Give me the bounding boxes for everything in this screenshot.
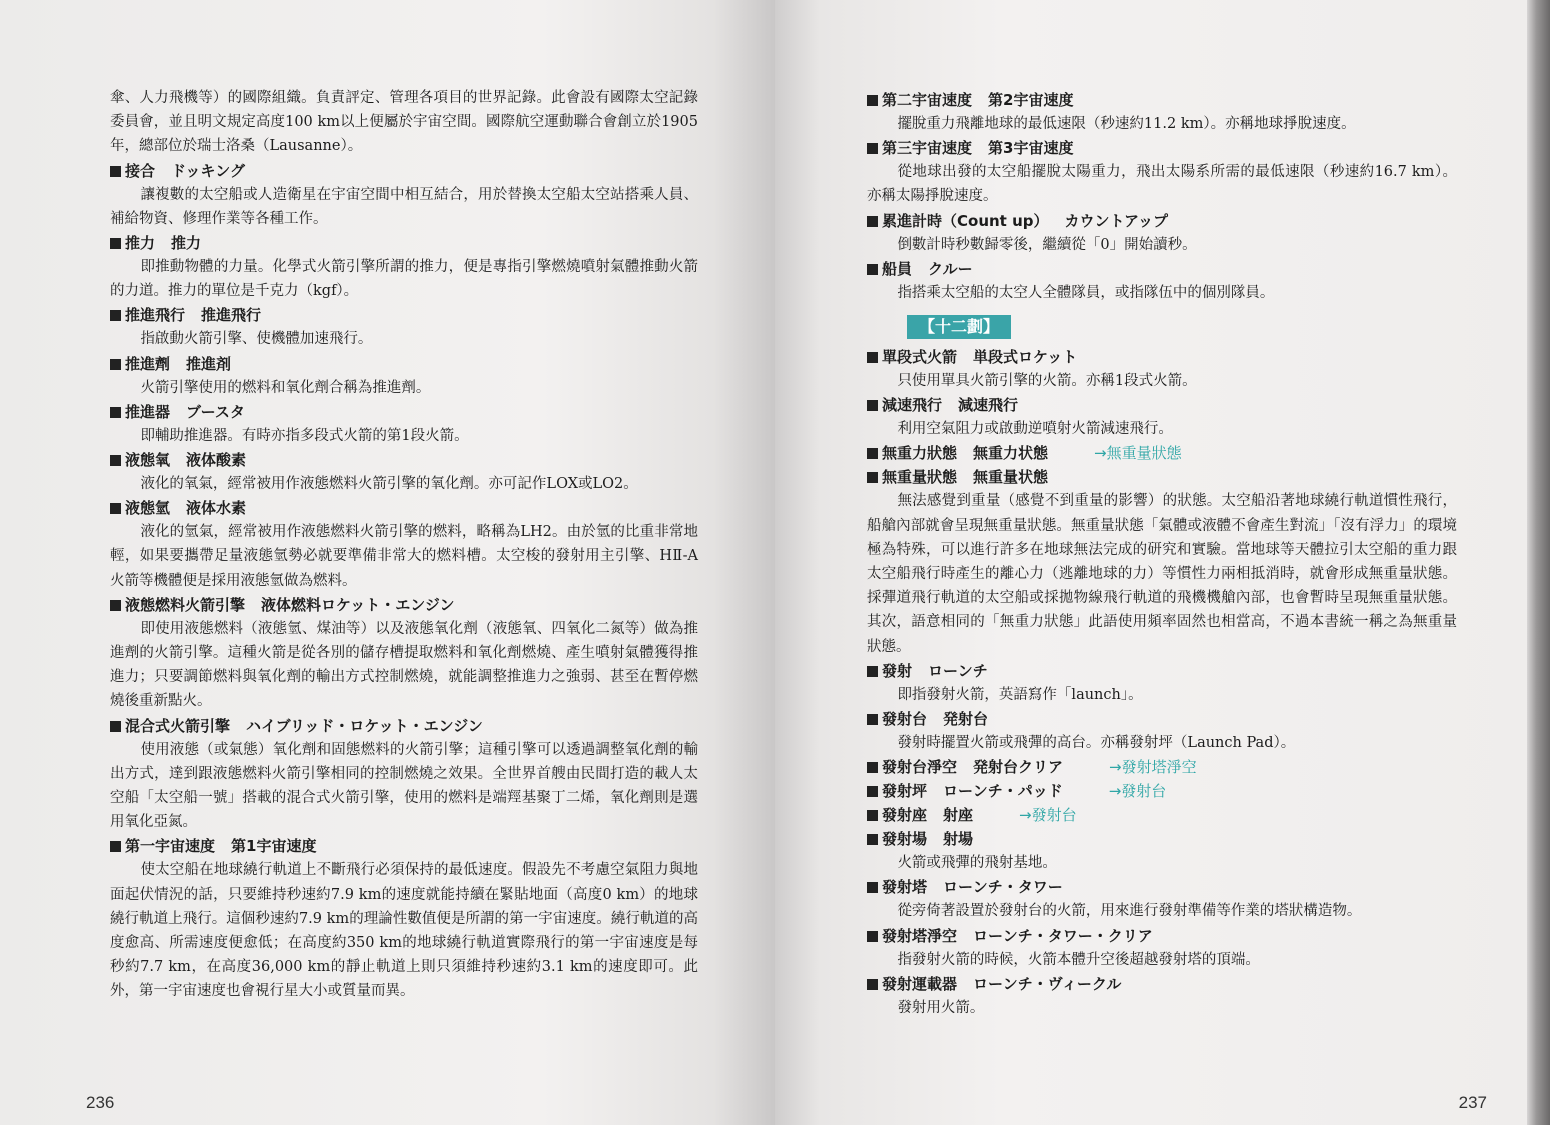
term-japanese: 単段式ロケット bbox=[973, 348, 1078, 367]
term-japanese: 無重量状態 bbox=[973, 468, 1049, 487]
term-chinese: 無重量狀態 bbox=[882, 468, 958, 487]
square-bullet-icon bbox=[110, 600, 121, 611]
term-chinese: 發射運載器 bbox=[882, 974, 958, 993]
term-chinese: 船員 bbox=[882, 259, 913, 278]
entry-heading bbox=[867, 465, 1457, 489]
term-chinese: 第一宇宙速度 bbox=[125, 837, 216, 856]
term-chinese: 單段式火箭 bbox=[882, 348, 958, 367]
cross-reference: →發射台 bbox=[1108, 782, 1167, 801]
glossary-entry bbox=[867, 803, 1457, 827]
glossary-entry bbox=[867, 393, 1457, 441]
square-bullet-icon bbox=[867, 810, 878, 821]
cross-reference: →發射台 bbox=[1019, 806, 1077, 825]
square-bullet-icon bbox=[867, 979, 878, 990]
right-entry-list-before bbox=[867, 88, 1457, 305]
square-bullet-icon bbox=[110, 721, 121, 732]
square-bullet-icon bbox=[867, 786, 878, 797]
definition-text: 火箭或飛彈的飛射基地。 bbox=[897, 855, 1057, 872]
glossary-entry bbox=[867, 827, 1457, 875]
term-chinese: 發射坪 bbox=[882, 782, 928, 801]
term-chinese: 第二宇宙速度 bbox=[882, 91, 973, 109]
term-chinese: 無重力狀態 bbox=[882, 444, 958, 463]
definition-text: 只使用單具火箭引擎的火箭。亦稱1段式火箭。 bbox=[897, 373, 1197, 390]
entry-heading bbox=[110, 352, 698, 376]
entry-heading bbox=[867, 88, 1457, 112]
definition-text: 使用液態（或氣態）氧化劑和固態燃料的火箭引擎；這種引擎可以透過調整氧化劑的輸出方式，達到跟液態燃料火箭引擎相同的控制燃燒之效果。全世界首艘由民間打造的載人太空船「太空船一號」搭載的混合式火箭引擎，使用的燃料是端羥基聚丁二烯，氧化劑則是選用氧化亞氮。 bbox=[110, 741, 698, 831]
definition-text: 讓複數的太空船或人造衛星在宇宙空間中相互結合，用於替換太空船太空站搭乘人員、補給物資、修理作業等各種工作。 bbox=[110, 186, 698, 227]
square-bullet-icon bbox=[110, 503, 121, 514]
definition-text: 液化的氧氣，經常被用作液態燃料火箭引擎的氧化劑。亦可記作LOX或LO2。 bbox=[140, 476, 638, 493]
definition-text: 從旁倚著設置於發射台的火箭，用來進行發射準備等作業的塔狀構造物。 bbox=[897, 903, 1362, 920]
term-chinese: 推進器 bbox=[125, 402, 171, 421]
definition-text: 發射時擺置火箭或飛彈的高台。亦稱發射坪（Launch Pad）。 bbox=[897, 735, 1296, 752]
left-entry-list bbox=[110, 159, 698, 1004]
entry-heading bbox=[867, 779, 1457, 803]
entry-heading bbox=[867, 441, 1457, 465]
glossary-entry bbox=[867, 659, 1457, 707]
entry-heading bbox=[867, 755, 1457, 779]
glossary-entry bbox=[867, 755, 1457, 779]
glossary-entry bbox=[867, 345, 1457, 393]
glossary-entry bbox=[110, 303, 698, 351]
entry-heading bbox=[867, 257, 1457, 281]
section-heading: 【十二劃】 bbox=[907, 315, 1011, 339]
entry-heading bbox=[110, 400, 698, 424]
square-bullet-icon bbox=[110, 310, 121, 321]
term-japanese: ローンチ・パッド bbox=[943, 782, 1063, 801]
term-japanese: 無重力状態 bbox=[973, 444, 1049, 463]
term-chinese: 液態氧 bbox=[125, 451, 171, 470]
term-japanese: 推進剤 bbox=[186, 354, 232, 373]
square-bullet-icon bbox=[110, 238, 121, 249]
term-chinese: 推力 bbox=[125, 234, 156, 253]
square-bullet-icon bbox=[867, 666, 878, 677]
square-bullet-icon bbox=[867, 472, 878, 483]
page-number-right: 237 bbox=[1458, 1093, 1487, 1112]
term-japanese: ハイブリッド・ロケット・エンジン bbox=[246, 716, 483, 735]
term-japanese: ローンチ・ヴィークル bbox=[973, 974, 1122, 993]
term-japanese: 射座 bbox=[943, 806, 974, 825]
glossary-entry bbox=[867, 441, 1457, 465]
term-japanese: 減速飛行 bbox=[958, 396, 1019, 415]
page-edge-shadow bbox=[1527, 0, 1550, 1125]
term-japanese: 第1宇宙速度 bbox=[231, 837, 317, 856]
entry-heading bbox=[867, 875, 1457, 899]
definition-text: 利用空氣阻力或啟動逆噴射火箭減速飛行。 bbox=[897, 421, 1173, 438]
term-chinese: 發射台淨空 bbox=[882, 758, 958, 777]
entry-heading bbox=[867, 393, 1457, 417]
definition-text: 即輔助推進器。有時亦指多段式火箭的第1段火箭。 bbox=[140, 427, 469, 444]
definition-text: 即指發射火箭，英語寫作「launch」。 bbox=[897, 686, 1143, 703]
right-entry-list-after bbox=[867, 345, 1457, 1020]
glossary-entry bbox=[110, 159, 698, 231]
term-chinese: 混合式火箭引擎 bbox=[125, 716, 231, 735]
cross-reference: →無重量狀態 bbox=[1094, 444, 1182, 463]
entry-heading bbox=[110, 593, 698, 617]
glossary-entry bbox=[867, 465, 1457, 658]
entry-heading bbox=[867, 924, 1457, 948]
entry-heading bbox=[867, 803, 1457, 827]
glossary-entry bbox=[110, 496, 698, 593]
glossary-entry bbox=[110, 400, 698, 448]
entry-heading bbox=[867, 136, 1457, 160]
entry-heading bbox=[867, 972, 1457, 996]
entry-heading bbox=[110, 496, 698, 520]
definition-text: 從地球出發的太空船擺脫太陽重力，飛出太陽系所需的最低速限（秒速約16.7 km）。亦稱太陽掙脫速度。 bbox=[867, 164, 1457, 205]
definition-text: 指啟動火箭引擎、使機體加速飛行。 bbox=[140, 331, 373, 348]
intro-paragraph: 傘、人力飛機等）的國際組織。負責評定、管理各項目的世界記錄。此會設有國際太空記錄委員會，並且明文規定高度100 km以上便屬於宇宙空間。國際航空運動聯合會創立於1905年，總部位於瑞士洛桑（Lausanne）。 bbox=[110, 90, 698, 155]
term-chinese: 減速飛行 bbox=[882, 396, 943, 415]
term-chinese: 推進飛行 bbox=[125, 306, 186, 325]
definition-text: 發射用火箭。 bbox=[897, 999, 985, 1016]
square-bullet-icon bbox=[867, 264, 878, 275]
term-japanese: 第3宇宙速度 bbox=[988, 139, 1074, 158]
square-bullet-icon bbox=[867, 762, 878, 773]
right-page bbox=[775, 0, 1527, 1125]
term-japanese: ローンチ bbox=[928, 661, 988, 680]
term-chinese: 發射座 bbox=[882, 806, 928, 825]
glossary-entry bbox=[867, 875, 1457, 923]
term-chinese: 第三宇宙速度 bbox=[882, 139, 973, 158]
square-bullet-icon bbox=[867, 352, 878, 363]
definition-text: 指發射火箭的時候，火箭本體升空後超越發射塔的頂端。 bbox=[897, 951, 1260, 968]
term-chinese: 發射台 bbox=[882, 710, 928, 729]
entry-heading bbox=[867, 827, 1457, 851]
left-text-column bbox=[110, 86, 698, 1004]
definition-text: 指搭乘太空船的太空人全體隊員，或指隊伍中的個別隊員。 bbox=[897, 284, 1275, 301]
glossary-entry bbox=[867, 707, 1457, 755]
square-bullet-icon bbox=[110, 166, 121, 177]
page-number-left: 236 bbox=[86, 1093, 115, 1112]
square-bullet-icon bbox=[867, 931, 878, 942]
definition-text: 即使用液態燃料（液態氫、煤油等）以及液態氧化劑（液態氧、四氧化二氮等）做為推進劑的火箭引擎。這種火箭是從各別的儲存槽提取燃料和氧化劑燃燒、產生噴射氣體獲得推進力；只要調節燃料與氧化劑的輸出方式控制燃燒，就能調整推進力之強弱、甚至在暫停燃燒後重新點火。 bbox=[110, 620, 698, 710]
definition-text: 使太空船在地球繞行軌道上不斷飛行必須保持的最低速度。假設先不考慮空氣阻力與地面起伏情況的話，只要維持秒速約7.9 km的速度就能持續在緊貼地面（高度0 km）的地球繞行軌道上飛行。這個秒速約7.9 km的理論性數值便是所謂的第一宇宙速度。繞行軌道的高度愈高、所需速度便愈低；在高度約350 km的地球繞行軌道實際飛行的第一宇宙速度是每秒約7.7 km，在高度36,000 km的靜止軌道上則只須維持秒速約3.1 km的速度即可。此外，第一宇宙速度也會視行星大小或質量而異。 bbox=[110, 862, 698, 1000]
entry-heading bbox=[110, 303, 698, 327]
term-chinese: 液態氫 bbox=[125, 499, 171, 518]
entry-heading bbox=[110, 159, 698, 183]
definition-text: 倒數計時秒數歸零後，繼續從「0」開始讀秒。 bbox=[897, 236, 1197, 253]
term-japanese: ドッキング bbox=[171, 161, 245, 180]
term-japanese: ローンチ・タワー・クリア bbox=[973, 926, 1153, 945]
definition-text: 液化的氫氣，經常被用作液態燃料火箭引擎的燃料，略稱為LH2。由於氫的比重非常地輕，如果要攜帶足量液態氫勢必就要準備非常大的燃料槽。太空梭的發射用主引擎、HⅡ-A火箭等機體便是採用液態氫做為燃料。 bbox=[110, 524, 698, 589]
glossary-entry bbox=[867, 257, 1457, 305]
term-japanese: 推力 bbox=[171, 234, 202, 253]
glossary-entry bbox=[110, 352, 698, 400]
square-bullet-icon bbox=[867, 834, 878, 845]
term-japanese: 発射台 bbox=[943, 710, 989, 729]
entry-heading bbox=[110, 834, 698, 858]
square-bullet-icon bbox=[867, 448, 878, 459]
glossary-entry bbox=[110, 231, 698, 303]
entry-heading bbox=[867, 345, 1457, 369]
square-bullet-icon bbox=[110, 841, 121, 852]
entry-heading bbox=[110, 231, 698, 255]
term-japanese: 射場 bbox=[943, 830, 974, 849]
entry-heading bbox=[867, 659, 1457, 683]
term-japanese: カウントアップ bbox=[1064, 211, 1168, 230]
term-chinese: 發射塔淨空 bbox=[882, 926, 958, 945]
term-chinese: 發射場 bbox=[882, 830, 928, 849]
square-bullet-icon bbox=[867, 95, 878, 106]
glossary-entry bbox=[867, 209, 1457, 257]
square-bullet-icon bbox=[867, 714, 878, 725]
term-japanese: ローンチ・タワー bbox=[943, 878, 1063, 897]
term-chinese: 累進計時（Count up） bbox=[882, 211, 1049, 230]
square-bullet-icon bbox=[867, 400, 878, 411]
square-bullet-icon bbox=[110, 455, 121, 466]
glossary-entry bbox=[867, 136, 1457, 208]
glossary-entry bbox=[867, 924, 1457, 972]
term-japanese: ブースタ bbox=[186, 402, 245, 421]
term-chinese: 發射 bbox=[882, 661, 913, 680]
term-chinese: 液態燃料火箭引擎 bbox=[125, 595, 246, 614]
term-japanese: 発射台クリア bbox=[973, 758, 1064, 777]
glossary-entry bbox=[867, 779, 1457, 803]
square-bullet-icon bbox=[110, 359, 121, 370]
right-text-column bbox=[867, 88, 1457, 1020]
glossary-entry bbox=[110, 834, 698, 1003]
definition-text: 火箭引擎使用的燃料和氧化劑合稱為推進劑。 bbox=[140, 379, 431, 396]
term-japanese: 液体燃料ロケット・エンジン bbox=[261, 595, 455, 614]
entry-heading bbox=[867, 707, 1457, 731]
term-japanese: 液体水素 bbox=[186, 499, 247, 518]
glossary-entry bbox=[867, 972, 1457, 1020]
definition-text: 即推動物體的力量。化學式火箭引擎所謂的推力，便是專指引擎燃燒噴射氣體推動火箭的力道。推力的單位是千克力（kgf）。 bbox=[110, 259, 698, 300]
term-japanese: 第2宇宙速度 bbox=[988, 91, 1074, 109]
term-chinese: 發射塔 bbox=[882, 878, 928, 897]
entry-heading bbox=[110, 448, 698, 472]
term-chinese: 接合 bbox=[125, 161, 156, 180]
square-bullet-icon bbox=[110, 407, 121, 418]
entry-heading bbox=[110, 714, 698, 738]
term-japanese: クルー bbox=[928, 259, 973, 278]
term-japanese: 液体酸素 bbox=[186, 451, 247, 470]
entry-heading bbox=[867, 209, 1457, 233]
definition-text: 無法感覺到重量（感覺不到重量的影響）的狀態。太空船沿著地球繞行軌道慣性飛行，船艙內部就會呈現無重量狀態。無重量狀態「氣體或液體不會產生對流」「沒有浮力」的環境極為特殊，可以進行許多在地球無法完成的研究和實驗。當地球等天體拉引太空船的重力跟太空船飛行時產生的離心力（逃離地球的力）等慣性力兩相抵消時，就會形成無重量狀態。採彈道飛行軌道的太空船或採拋物線飛行軌道的飛機機艙內部，也會暫時呈現無重量狀態。其次，語意相同的「無重力狀態」此語使用頻率固然也相當高，不過本書統一稱之為無重量狀態。 bbox=[867, 493, 1457, 655]
term-chinese: 推進劑 bbox=[125, 354, 171, 373]
glossary-entry bbox=[110, 448, 698, 496]
square-bullet-icon bbox=[867, 216, 878, 227]
glossary-entry bbox=[110, 593, 698, 714]
square-bullet-icon bbox=[867, 143, 878, 154]
glossary-entry bbox=[110, 714, 698, 835]
square-bullet-icon bbox=[867, 882, 878, 893]
cross-reference: →發射塔淨空 bbox=[1109, 758, 1197, 777]
glossary-entry bbox=[867, 88, 1457, 136]
definition-text: 擺脫重力飛離地球的最低速限（秒速約11.2 km）。亦稱地球掙脫速度。 bbox=[897, 116, 1356, 132]
term-japanese: 推進飛行 bbox=[201, 306, 262, 325]
